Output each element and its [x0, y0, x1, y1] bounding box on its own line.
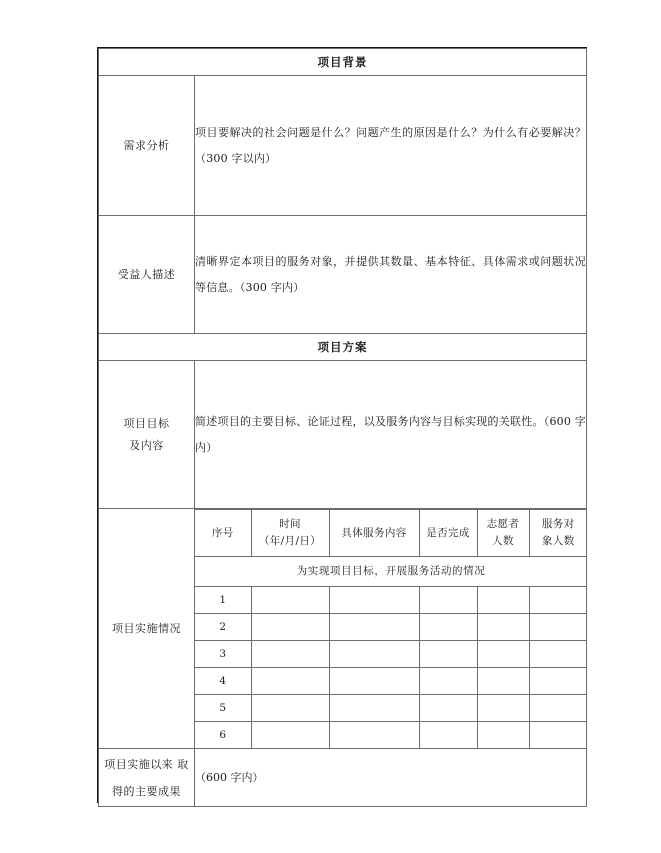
header-line: 象人数	[541, 535, 575, 547]
section-header-row-background	[99, 49, 587, 76]
row-label-line: 受益人描述	[117, 267, 176, 281]
cell-beneficiary-count[interactable]	[529, 641, 587, 668]
section-title-background: 项目背景	[99, 49, 587, 76]
cell-service-content[interactable]	[329, 722, 419, 749]
row-label-line: 取得的主要成果	[112, 757, 189, 798]
row-label-requirement-analysis	[99, 76, 195, 216]
header-line: 序号	[211, 526, 234, 539]
section-header-row-plan	[99, 334, 587, 361]
cell-index: 6	[195, 722, 251, 749]
row-label-line: 项目实施以来	[104, 757, 174, 771]
header-line: 具体服务内容	[341, 526, 407, 539]
cell-index: 1	[195, 587, 251, 614]
row-body-text: 清晰界定本项目的服务对象，并提供其数量、基本特征、具体需求或问题状况等信息。（300 字内）	[195, 254, 586, 294]
cell-volunteer-count[interactable]	[477, 614, 529, 641]
table-row	[195, 641, 587, 668]
cell-volunteer-count[interactable]	[477, 695, 529, 722]
cell-service-content[interactable]	[329, 587, 419, 614]
cell-date[interactable]	[251, 641, 329, 668]
table-row	[195, 722, 587, 749]
cell-date[interactable]	[251, 722, 329, 749]
cell-beneficiary-count[interactable]	[529, 668, 587, 695]
activity-banner: 为实现项目目标，开展服务活动的情况	[195, 557, 587, 587]
cell-index: 2	[195, 614, 251, 641]
cell-service-content[interactable]	[329, 614, 419, 641]
header-line: 时间	[279, 518, 301, 530]
column-header-index	[195, 510, 251, 557]
cell-completed[interactable]	[419, 614, 477, 641]
header-line: 志愿者	[486, 518, 520, 530]
cell-service-content[interactable]	[329, 668, 419, 695]
row-body-beneficiary-description[interactable]	[195, 216, 587, 334]
activity-banner-row	[195, 557, 587, 587]
cell-completed[interactable]	[419, 722, 477, 749]
column-header-date	[251, 510, 329, 557]
cell-date[interactable]	[251, 695, 329, 722]
activity-header-row	[195, 510, 587, 557]
document-page	[97, 47, 587, 803]
table-row	[195, 668, 587, 695]
cell-volunteer-count[interactable]	[477, 722, 529, 749]
header-line: 是否完成	[426, 526, 470, 539]
cell-index: 3	[195, 641, 251, 668]
row-label-line: 项目实施情况	[112, 621, 181, 635]
row-body-requirement-analysis[interactable]	[195, 76, 587, 216]
header-line: 人数	[492, 535, 514, 547]
cell-beneficiary-count[interactable]	[529, 722, 587, 749]
column-header-service-content	[329, 510, 419, 557]
header-line: （年/月/日）	[258, 535, 322, 547]
column-header-beneficiary-count	[529, 510, 587, 557]
cell-completed[interactable]	[419, 695, 477, 722]
row-body-project-objectives[interactable]	[195, 361, 587, 509]
implementation-cell	[195, 509, 587, 749]
cell-date[interactable]	[251, 614, 329, 641]
header-line: 服务对	[541, 518, 575, 530]
section-title-plan: 项目方案	[99, 334, 587, 361]
row-label-line: 需求分析	[123, 138, 170, 152]
cell-beneficiary-count[interactable]	[529, 587, 587, 614]
cell-completed[interactable]	[419, 587, 477, 614]
row-label-results	[99, 749, 195, 807]
cell-date[interactable]	[251, 587, 329, 614]
cell-index: 4	[195, 668, 251, 695]
cell-completed[interactable]	[419, 641, 477, 668]
table-row	[195, 587, 587, 614]
form-row-project-objectives	[99, 361, 587, 509]
cell-volunteer-count[interactable]	[477, 587, 529, 614]
cell-completed[interactable]	[419, 668, 477, 695]
row-label-line: 项目目标	[123, 416, 170, 430]
row-label-beneficiary-description	[99, 216, 195, 334]
row-label-implementation	[99, 509, 195, 749]
activity-table	[195, 509, 587, 748]
cell-beneficiary-count[interactable]	[529, 695, 587, 722]
form-row-results	[99, 749, 587, 807]
cell-volunteer-count[interactable]	[477, 641, 529, 668]
form-row-requirement-analysis	[99, 76, 587, 216]
row-body-results[interactable]	[195, 749, 587, 807]
row-body-text: 简述项目的主要目标、论证过程，以及服务内容与目标实现的关联性。（600 字内）	[195, 414, 586, 454]
project-report-form	[98, 48, 587, 807]
cell-date[interactable]	[251, 668, 329, 695]
cell-service-content[interactable]	[329, 695, 419, 722]
cell-volunteer-count[interactable]	[477, 668, 529, 695]
column-header-completed	[419, 510, 477, 557]
cell-index: 5	[195, 695, 251, 722]
cell-service-content[interactable]	[329, 641, 419, 668]
row-label-project-objectives	[99, 361, 195, 509]
row-label-line: 及内容	[129, 438, 164, 452]
form-row-implementation	[99, 509, 587, 749]
table-row	[195, 614, 587, 641]
form-row-beneficiary-description	[99, 216, 587, 334]
column-header-volunteer-count	[477, 510, 529, 557]
row-body-text: 项目要解决的社会问题是什么？问题产生的原因是什么？为什么有必要解决？（300 字以内）	[195, 125, 586, 165]
row-body-text: （600 字内）	[195, 770, 264, 784]
cell-beneficiary-count[interactable]	[529, 614, 587, 641]
table-row	[195, 695, 587, 722]
